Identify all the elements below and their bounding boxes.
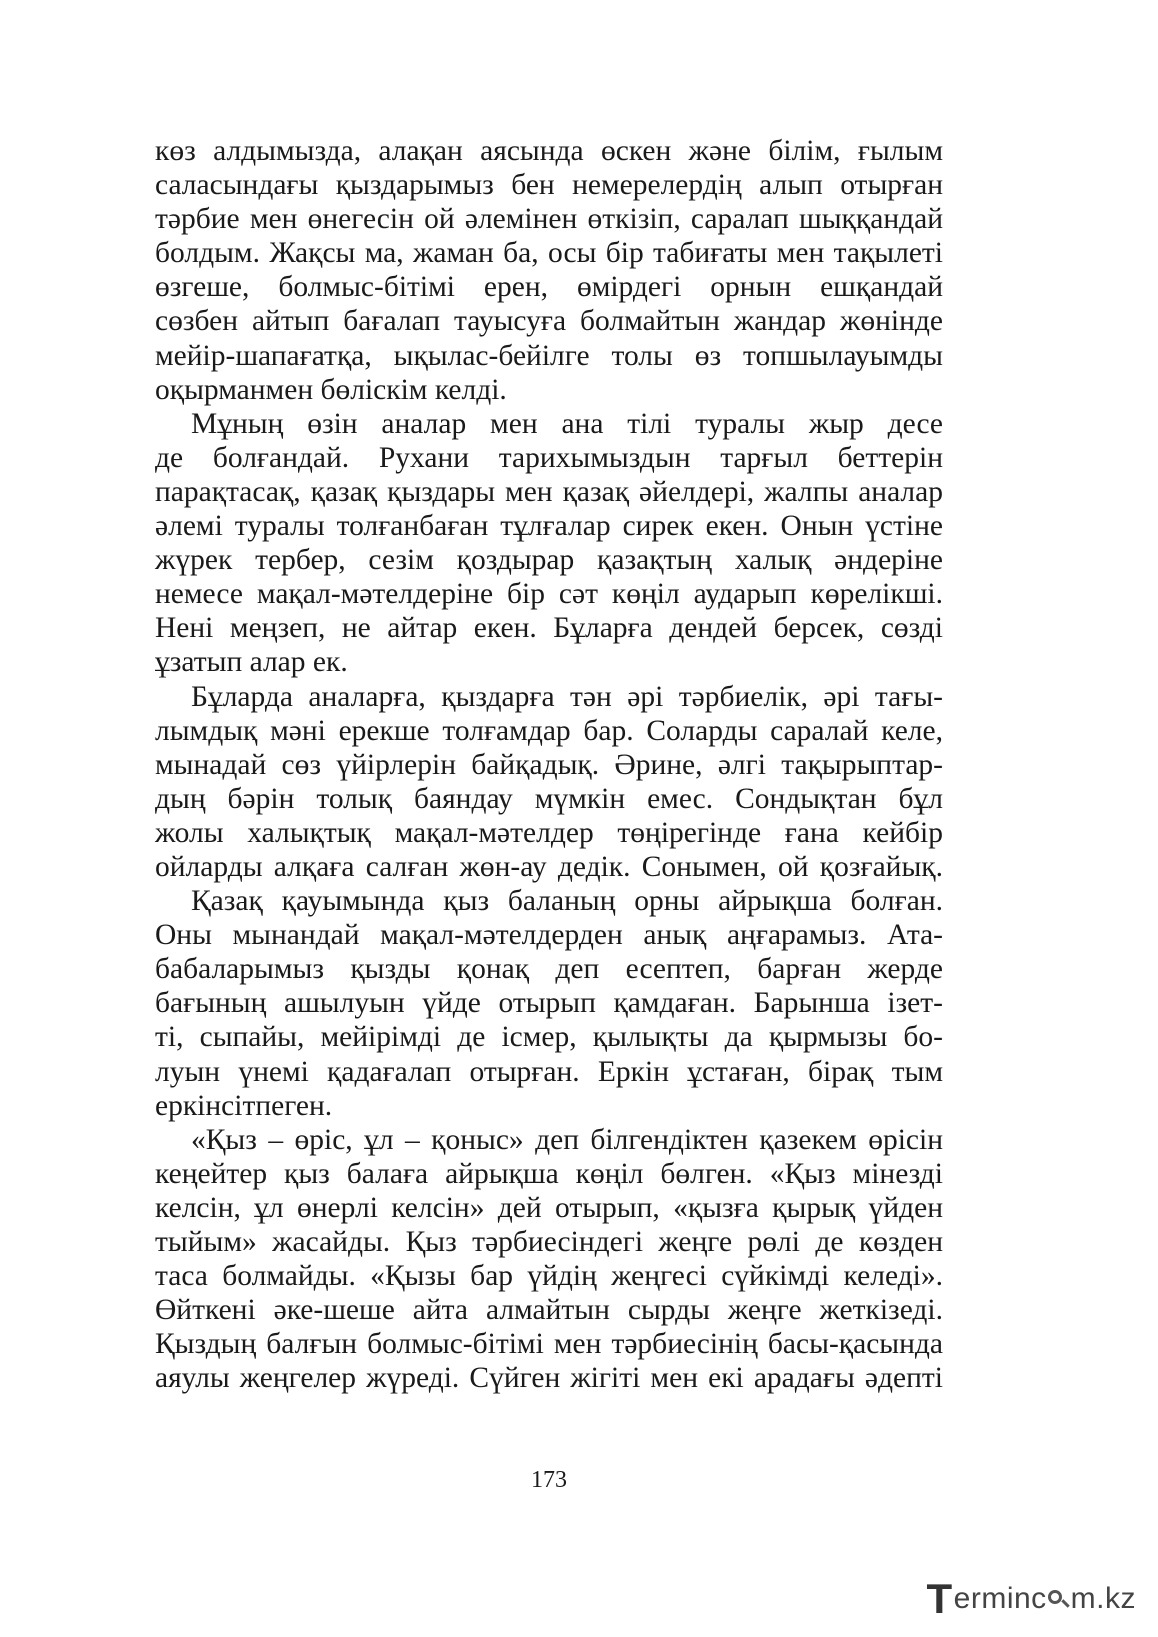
text-line: тыйым» жасайды. Қыз тәрбиесіндегі жеңге рөлі де көзден: [155, 1226, 943, 1258]
text-line: Өйткені әке-шеше айта алмайтын сырды жеңге жеткізеді.: [155, 1294, 943, 1327]
termincom-watermark: [927, 1575, 1137, 1623]
text-line: көз алдымызда, алақан аясында өскен және білім, ғылым: [155, 135, 943, 167]
text-line: Нені меңзеп, не айтар екен. Бұларға дендей берсек, сөзді: [155, 612, 943, 645]
text-line: мейір-шапағатқа, ықылас-бейілге толы өз топшылауымды: [155, 339, 943, 372]
text-line: саласындағы қыздарымыз бен немерелердің алып отырған: [155, 169, 943, 202]
text-line: еркінсітпеген.: [155, 1089, 333, 1122]
text-line: кеңейтер қыз балаға айрықша көңіл бөлген. «Қыз мінезді: [155, 1157, 943, 1190]
text-line: парақтасақ, қазақ қыздары мен қазақ әйелдері, жалпы аналар: [155, 475, 943, 508]
text-line: сөзбен айтып бағалап тауысуға болмайтын жандар жөнінде: [155, 305, 943, 338]
text-line: «Қыз – өріс, ұл – қоныс» деп білгендіктен қазекем өрісін: [191, 1123, 943, 1156]
body-text: [155, 134, 943, 1395]
text-line: дың бәрін толық баяндау мүмкін емес. Сондықтан бұл: [155, 782, 943, 815]
text-line: Мұның өзін аналар мен ана тілі туралы жыр десе: [191, 407, 943, 440]
text-line: Бұларда аналарға, қыздарға тән әрі тәрбиелік, әрі тағы-: [191, 680, 943, 713]
text-line: келсін, ұл өнерлі келсін» дей отырып, «қызға қырық үйден: [155, 1191, 943, 1224]
text-line: таса болмайды. «Қызы бар үйдің жеңгесі сүйкімді келеді».: [155, 1260, 943, 1293]
page-number: 173: [531, 1467, 567, 1493]
watermark-t-letter: T: [926, 1575, 953, 1622]
text-line: Оны мынандай мақал-мәтелдерден анық аңғарамыз. Ата-: [155, 919, 943, 952]
text-line: аяулы жеңгелер жүреді. Сүйген жігіті мен екі арадағы әдепті: [155, 1362, 943, 1395]
text-line: ойларды алқаға салған жөн-ау дедік. Сонымен, ой қозғайық.: [155, 850, 943, 883]
watermark-text-part2: m.kz: [1070, 1582, 1136, 1615]
text-line: оқырманмен бөлiскім келді.: [155, 373, 507, 406]
text-line: немесе мақал-мәтелдеріне бір сәт көңіл аударып көрелікші.: [155, 578, 943, 611]
text-line: жолы халықтық мақал-мәтелдер төңірегінде ғана кейбір: [155, 816, 943, 849]
text-line: лымдық мәні ерекше толғамдар бар. Соларды саралай келе,: [155, 714, 943, 747]
text-line: ті, сыпайы, мейірімді де ісмер, қылықты да қырмызы бо-: [155, 1021, 943, 1054]
text-line: де болғандай. Рухани тарихымыздын тарғыл беттерін: [155, 441, 943, 474]
text-line: ұзатып алар ек.: [155, 646, 348, 679]
text-line: өзгеше, болмыс-бітімі ерен, өмірдегі орнын ешқандай: [155, 271, 943, 304]
text-line: әлемі туралы толғанбаған тұлғалар сирек екен. Онын үстіне: [155, 510, 943, 543]
text-line: луын үнемі қадағалап отырған. Еркін ұстаған, бірақ тым: [155, 1055, 943, 1088]
text-line: Қыздың балғын болмыс-бітімі мен тәрбиесінің басы-қасында: [155, 1328, 943, 1361]
text-line: Қазақ қауымында қыз баланың орны айрықша болған.: [191, 885, 943, 918]
magnifier-icon: [1048, 1588, 1070, 1610]
text-line: мынадай сөз үйірлерін байқадық. Әрине, әлгі тақырыптар-: [155, 748, 943, 781]
watermark-text-part1: erminc: [953, 1582, 1047, 1615]
text-line: бабаларымыз қызды қонақ деп есептеп, барған жерде: [155, 953, 943, 986]
text-line: болдым. Жақсы ма, жаман ба, осы бір табиғаты мен тақылеті: [155, 237, 943, 270]
text-line: тәрбие мен өнегесін ой әлемінен өткізіп, саралап шыққандай: [155, 203, 943, 236]
text-line: жүрек тербер, сезім қоздырар қазақтың халық әндеріне: [155, 544, 943, 577]
text-line: бағының ашылуын үйде отырып қамдаған. Барынша ізет-: [155, 987, 943, 1020]
